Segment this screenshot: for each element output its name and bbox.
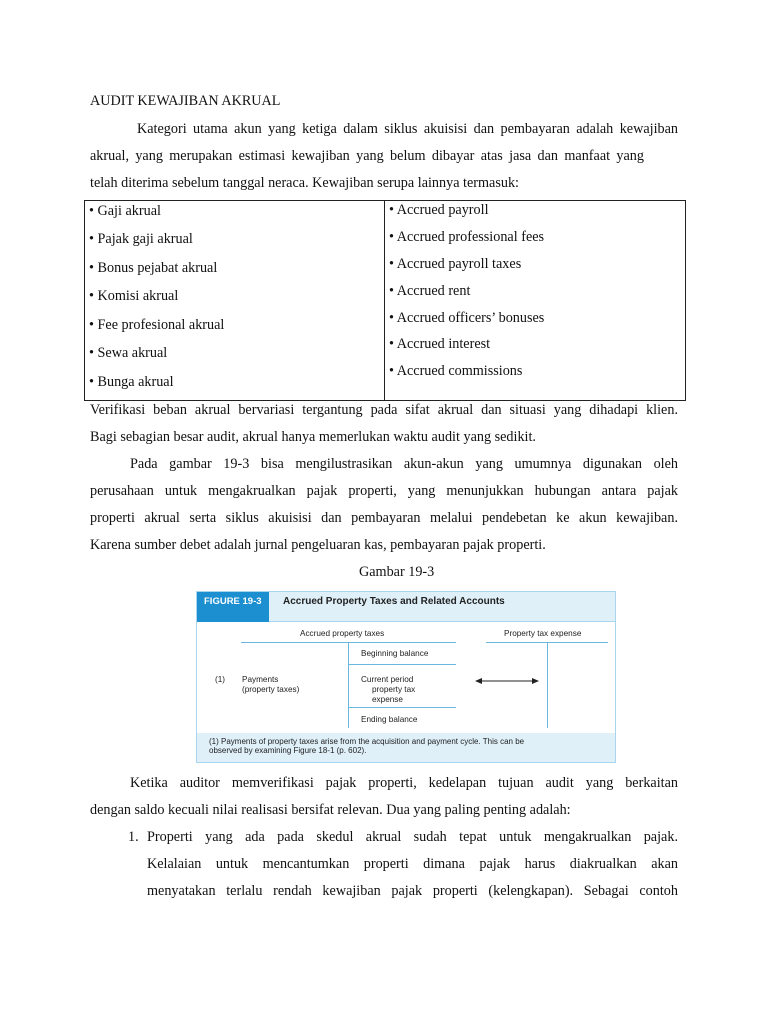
table-left-item: • Sewa akrual xyxy=(89,345,168,361)
account-accrued-property-taxes: Accrued property taxes xyxy=(300,629,385,638)
table-right-item: • Accrued rent xyxy=(389,283,471,299)
figure-body xyxy=(197,622,615,733)
t-account-divider xyxy=(547,642,548,728)
intro-line-3: telah diterima sebelum tanggal neraca. Kewajiban serupa lainnya termasuk: xyxy=(90,175,519,191)
table-left-item: • Pajak gaji akrual xyxy=(89,231,193,247)
payments-label: Payments xyxy=(242,675,279,684)
para3-line-4: Karena sumber debet adalah jurnal pengeluaran kas, pembayaran pajak properti. xyxy=(90,537,546,553)
figure-label: FIGURE 19-3 xyxy=(197,592,269,622)
list-line-1: Properti yang ada pada skedul akrual sudah tepat untuk mengakrualkan pajak. xyxy=(147,829,678,845)
ending-balance: Ending balance xyxy=(361,715,418,724)
t-account-divider xyxy=(348,642,349,728)
account-property-tax-expense: Property tax expense xyxy=(504,629,582,638)
figure-note-line-1: (1) Payments of property taxes arise from the acquisition and payment cycle. This can be xyxy=(209,737,525,746)
table-left-item: • Gaji akrual xyxy=(89,203,161,219)
table-left-item: • Fee profesional akrual xyxy=(89,317,225,333)
entry-ref: (1) xyxy=(215,675,226,684)
table-right-item: • Accrued officers’ bonuses xyxy=(389,310,545,326)
table-left-item: • Komisi akrual xyxy=(89,288,179,304)
current-period-sub: property tax xyxy=(372,685,416,694)
page-title: AUDIT KEWAJIBAN AKRUAL xyxy=(90,93,281,109)
beginning-balance: Beginning balance xyxy=(361,649,429,658)
para3-line-3: properti akrual serta siklus akuisisi dan pembayaran melalui pendebetan ke akun kewajiban. xyxy=(90,510,678,526)
balance-line xyxy=(348,707,456,708)
table-left-item: • Bunga akrual xyxy=(89,374,174,390)
table-right-item: • Accrued commissions xyxy=(389,363,523,379)
table-left-item: • Bonus pejabat akrual xyxy=(89,260,218,276)
figure-note xyxy=(209,737,524,755)
list-line-2: Kelalaian untuk mencantumkan properti dimana pajak harus diakrualkan akan xyxy=(147,856,678,872)
para3-line-1: Pada gambar 19-3 bisa mengilustrasikan akun-akun yang umumnya digunakan oleh xyxy=(130,456,678,472)
table-right-item: • Accrued interest xyxy=(389,336,491,352)
para3-line-2: perusahaan untuk mengakrualkan pajak properti, yang menunjukkan hubungan antara pajak xyxy=(90,483,678,499)
english-column xyxy=(385,201,686,401)
figure-caption: Gambar 19-3 xyxy=(359,564,435,580)
para2-line-1: Verifikasi beban akrual bervariasi tergantung pada sifat akrual dan situasi yang dihadapi klien. xyxy=(90,402,678,418)
accrual-table xyxy=(84,200,686,401)
para4-line-1: Ketika auditor memverifikasi pajak properti, kedelapan tujuan audit yang berkaitan xyxy=(130,775,678,791)
list-number: 1. xyxy=(128,829,139,845)
balance-line xyxy=(348,664,456,665)
table-right-item: • Accrued payroll taxes xyxy=(389,256,522,272)
figure-title: Accrued Property Taxes and Related Accounts xyxy=(283,596,505,607)
table-right-item: • Accrued payroll xyxy=(389,202,489,218)
intro-line-2: akrual, yang merupakan estimasi kewajiban yang belum dibayar atas jasa dan manfaat yang xyxy=(90,148,644,164)
payments-sub: (property taxes) xyxy=(242,685,300,694)
para4-line-2: dengan saldo kecuali nilai realisasi bersifat relevan. Dua yang paling penting adalah: xyxy=(90,802,571,818)
intro-line-1: Kategori utama akun yang ketiga dalam siklus akuisisi dan pembayaran adalah kewajiban xyxy=(137,121,678,137)
current-period-sub2: expense xyxy=(372,695,403,704)
current-period-label: Current period xyxy=(361,675,414,684)
list-line-3: menyatakan terlalu rendah kewajiban pajak properti (kelengkapan). Sebagai contoh xyxy=(147,883,678,899)
indonesian-column xyxy=(85,201,385,401)
figure-note-line-2: observed by examining Figure 18-1 (p. 602). xyxy=(209,746,367,755)
para2-line-2: Bagi sebagian besar audit, akrual hanya memerlukan waktu audit yang sedikit. xyxy=(90,429,536,445)
figure-header xyxy=(197,592,615,622)
double-arrow-icon xyxy=(475,677,539,685)
figure-19-3 xyxy=(196,591,616,763)
table-right-item: • Accrued professional fees xyxy=(389,229,545,245)
